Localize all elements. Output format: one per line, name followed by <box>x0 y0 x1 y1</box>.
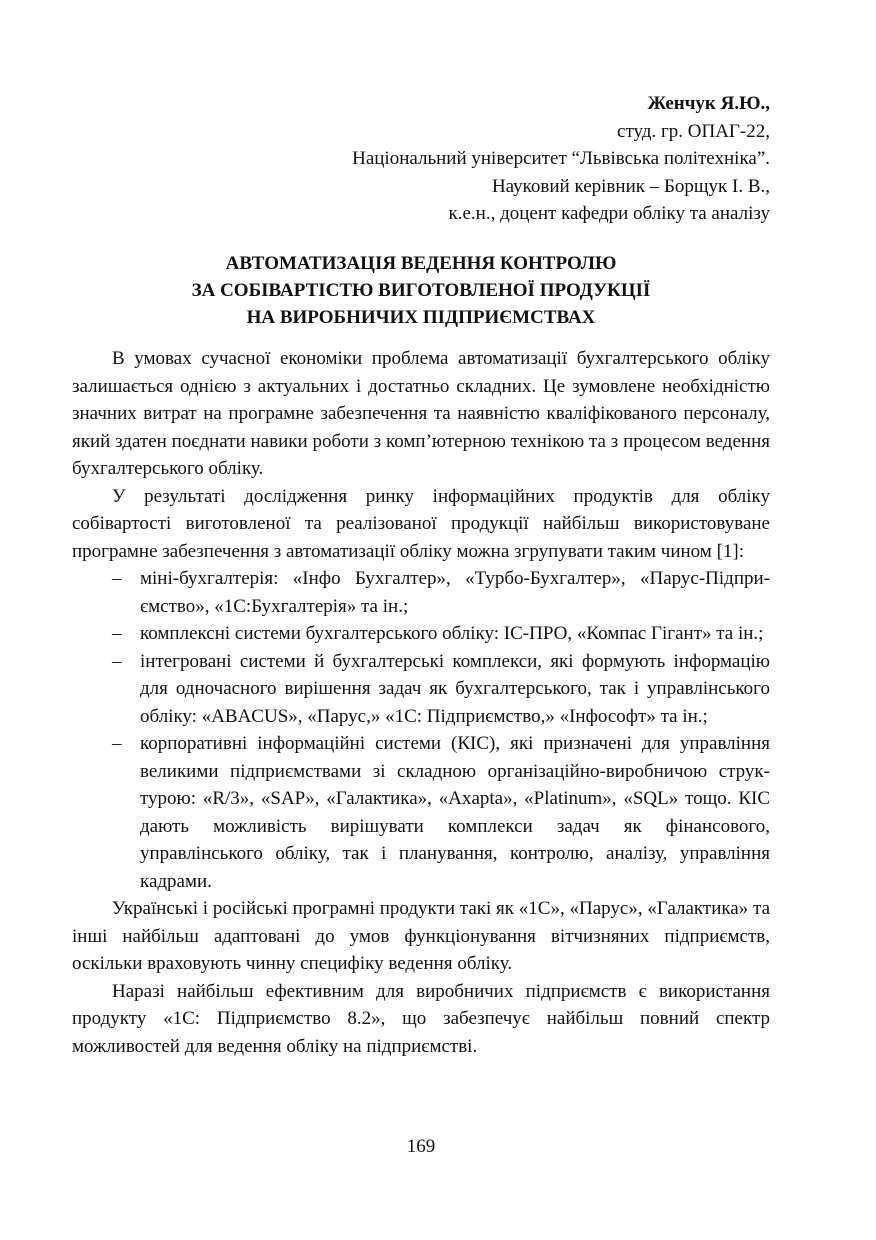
author-university: Національний університет “Львівська політехніка”. <box>352 148 770 169</box>
paragraph-research: У результаті дослідження ринку інформаційних продуктів для обліку собівартості виготовленої та реалізованої продукції найбільш використовуване програмне забезпечення з автоматизації обліку можна згрупувати таким чином [1]: <box>72 485 770 562</box>
body-text <box>72 345 770 1060</box>
title-line-1: АВТОМАТИЗАЦІЯ ВЕДЕННЯ КОНТРОЛЮ <box>225 253 617 274</box>
page-number: 169 <box>406 1136 436 1157</box>
list-item <box>72 620 770 648</box>
list-item-text: комплексні системи бухгалтерського обліку: ІС-ПРО, «Компас Гігант» та ін.; <box>140 623 764 644</box>
bullet-dash: – <box>112 733 122 754</box>
title-line-2: ЗА СОБІВАРТІСТЮ ВИГОТОВЛЕНОЇ ПРОДУКЦІЇ <box>191 280 651 301</box>
title-line-3: НА ВИРОБНИЧИХ ПІДПРИЄМСТВАХ <box>246 307 596 328</box>
author-group: студ. гр. ОПАГ-22, <box>617 120 770 142</box>
list-item <box>72 730 770 895</box>
page <box>72 0 770 1240</box>
supervisor: Науковий керівник – Борщук І. В., <box>491 175 770 197</box>
supervisor-title: к.е.н., доцент кафедри обліку та аналізу <box>448 203 770 224</box>
paper-title <box>72 250 770 331</box>
bullet-dash: – <box>112 650 122 672</box>
list-item-text: інтегровані системи й бухгалтерські комплекси, які формують інформацію для одночасного вирішення задач як бухгалтерського, так і управлінського обліку: «ABACUS», «Парус,» «1С: Підприємство,» «Інфософт» та ін.; <box>140 650 770 727</box>
author-block <box>352 90 770 228</box>
paragraph-intro: В умовах сучасної економіки проблема автоматизації бухгалтерського обліку залишається однією з актуальних і достатньо складних. Це зумовлене необхідністю значних витрат на програмне забезпечення та наявністю кваліфікованого персоналу, який здатен поєднати навики роботи з комп’ютерною технікою та з процесом ведення бухгалтерського обліку. <box>72 348 770 479</box>
list-item <box>72 565 770 620</box>
list-item <box>72 648 770 731</box>
bullet-dash: – <box>112 623 122 644</box>
list-item-text: міні-бухгалтерія: «Інфо Бухгалтер», «Турбо-Бухгалтер», «Парус-Підприємство», «1С:Бухгалтерія» та ін.; <box>140 568 770 617</box>
paragraph-conclusion: Наразі найбільш ефективним для виробничих підприємств є використання продукту «1С: Підприємство 8.2», що забезпечує найбільш повний спектр можливостей для ведення обліку на підприємстві. <box>72 980 770 1057</box>
paragraph-products: Українські і російські програмні продукти такі як «1С», «Парус», «Галактика» та інші найбільш адаптовані до умов функціонування вітчизняних підприємств, оскільки враховують чинну специфіку ведення обліку. <box>72 898 770 974</box>
author-name: Женчук Я.Ю., <box>647 93 770 114</box>
list-item-text: корпоративні інформаційні системи (КІС), які призначені для управління великими підприємствами зі складною організаційно-виробничою структурою: «R/3», «SAP», «Галактика», «Axapta», «Platinum», «SQL» тощо. КІС дають можливість вирішувати комплекси задач як фінансового, управлінського обліку, так і планування, контролю, аналізу, управління кадрами. <box>140 733 770 892</box>
bullet-dash: – <box>112 568 122 589</box>
software-list <box>72 565 770 895</box>
